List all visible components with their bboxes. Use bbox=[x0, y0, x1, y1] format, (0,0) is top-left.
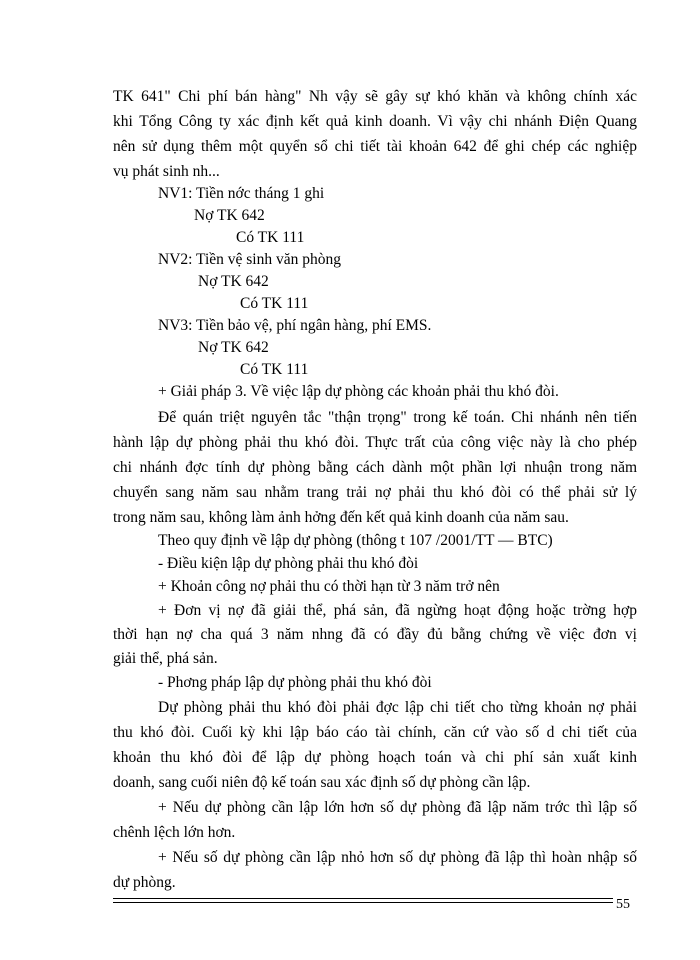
text-line: - Phơng pháp lập dự phòng phải thu khó đòi bbox=[158, 674, 432, 691]
text-line: Có TK 111 bbox=[240, 361, 309, 378]
text-line: Nợ TK 642 bbox=[198, 273, 269, 290]
text-line: thời hạn nợ cha quá 3 năm nhng đã có đầy đủ bằng chứng về việc đơn vị bbox=[113, 626, 637, 643]
text-line: - Điều kiện lập dự phòng phải thu khó đòi bbox=[158, 555, 419, 572]
text-line: Có TK 111 bbox=[236, 229, 305, 246]
text-line: Theo quy định về lập dự phòng (thông t 107 /2001/TT — BTC) bbox=[158, 532, 553, 549]
page-number: 55 bbox=[616, 897, 630, 912]
text-line: Dự phòng phải thu khó đòi phải đợc lập chi tiết cho từng khoản nợ phải bbox=[158, 699, 637, 716]
footer-rule bbox=[113, 898, 613, 899]
text-line: NV2: Tiền vệ sinh văn phòng bbox=[158, 251, 341, 268]
text-line: doanh, sang cuối niên độ kế toán sau xác định số dự phòng cần lập. bbox=[113, 774, 531, 791]
text-line: thu khó đòi. Cuối kỳ khi lập báo cáo tài chính, căn cứ vào số d chi tiết của bbox=[113, 724, 637, 741]
text-line: + Khoản công nợ phải thu có thời hạn từ 3 năm trở nên bbox=[158, 578, 500, 595]
text-line: giải thể, phá sản. bbox=[113, 650, 218, 667]
text-line: + Giải pháp 3. Về việc lập dự phòng các khoản phải thu khó đòi. bbox=[158, 383, 559, 400]
text-line: chuyển sang năm sau nhằm trang trải nợ phải thu khó đòi có thể phải sử lý bbox=[113, 484, 637, 501]
text-line: NV3: Tiền bảo vệ, phí ngân hàng, phí EMS. bbox=[158, 317, 432, 334]
text-line: trong năm sau, không làm ảnh hởng đến kết quả kinh doanh của năm sau. bbox=[113, 509, 569, 526]
text-line: nên sử dụng thêm một quyển sổ chi tiết tài khoản 642 để ghi chép các nghiệp bbox=[113, 138, 637, 155]
text-line: TK 641" Chi phí bán hàng" Nh vậy sẽ gây sự khó khăn và không chính xác bbox=[113, 88, 637, 105]
text-line: dự phòng. bbox=[113, 874, 176, 891]
text-line: Nợ TK 642 bbox=[194, 207, 265, 224]
text-line: NV1: Tiền nớc tháng 1 ghi bbox=[158, 185, 325, 202]
text-line: Nợ TK 642 bbox=[198, 339, 269, 356]
footer-rule bbox=[113, 902, 613, 903]
text-line: Để quán triệt nguyên tắc "thận trọng" trong kế toán. Chi nhánh nên tiến bbox=[158, 409, 637, 426]
text-line: vụ phát sinh nh... bbox=[113, 163, 220, 180]
text-line: chênh lệch lớn hơn. bbox=[113, 824, 236, 841]
text-line: khoản thu khó đòi để lập dự phòng hoạch toán và chi phí sản xuất kinh bbox=[113, 749, 637, 766]
text-line: Có TK 111 bbox=[240, 295, 309, 312]
text-line: chi nhánh đợc tính dự phòng bằng cách dành một phần lợi nhuận trong năm bbox=[113, 459, 637, 476]
text-line: hành lập dự phòng phải thu khó đòi. Thực trất của công việc này là cho phép bbox=[113, 434, 637, 451]
text-line: + Nếu dự phòng cần lập lớn hơn số dự phòng đã lập năm trớc thì lập số bbox=[158, 799, 637, 816]
text-line: khi Tổng Công ty xác định kết quả kinh doanh. Vì vậy chi nhánh Điện Quang bbox=[113, 113, 637, 130]
text-line: + Đơn vị nợ đã giải thể, phá sản, đã ngừng hoạt động hoặc trờng hợp bbox=[158, 602, 637, 619]
text-line: + Nếu số dự phòng cần lập nhỏ hơn số dự phòng đã lập thì hoàn nhập số bbox=[158, 849, 637, 866]
